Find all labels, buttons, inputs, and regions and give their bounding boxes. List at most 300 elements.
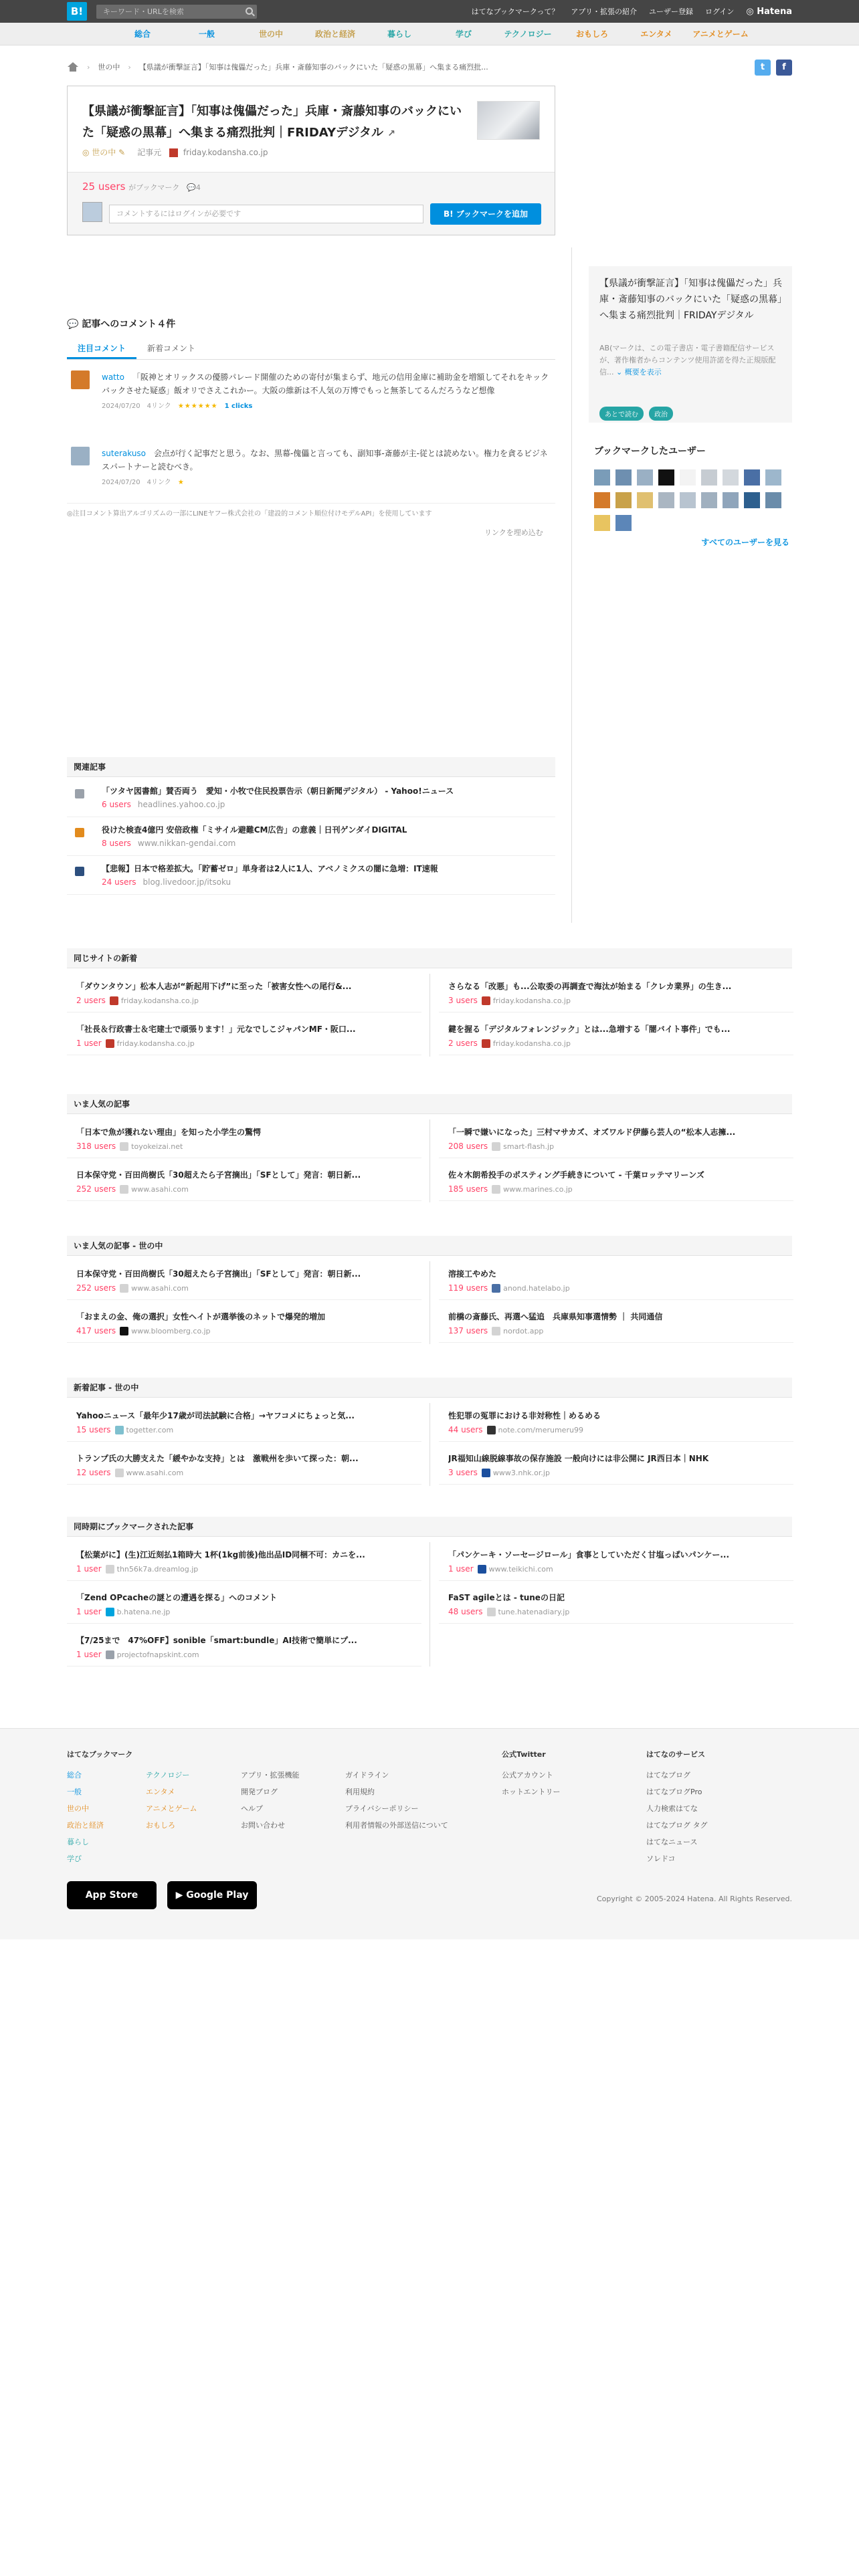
entry-source: [137, 146, 268, 158]
tag[interactable]: 政治: [649, 407, 673, 421]
article-item[interactable]: [67, 1629, 421, 1667]
category-tab[interactable]: 世の中: [258, 29, 283, 39]
related-domain[interactable]: headlines.yahoo.co.jp: [137, 800, 225, 809]
user-icon[interactable]: [594, 515, 610, 531]
article-item[interactable]: [439, 975, 793, 1012]
comment-tabs: [67, 338, 555, 360]
entry-source-domain[interactable]: friday.kodansha.co.jp: [183, 148, 268, 157]
article-title[interactable]: 「ダウンタウン」松本人志が“新起用下げ”に至った「被害女性への尾行&...: [76, 982, 352, 991]
site-favicon-icon: [75, 828, 84, 837]
apps-link[interactable]: アプリ・拡張の紹介: [571, 7, 637, 16]
related-title[interactable]: 「ツタヤ図書館」賛否両う 愛知・小牧で住民投票告示（朝日新聞デジタル） - Yahoo!ニュース: [102, 786, 454, 796]
article-users[interactable]: 137 users: [448, 1326, 488, 1335]
related-meta: [102, 800, 225, 809]
article-domain[interactable]: [487, 1426, 583, 1434]
article-meta: [448, 1039, 571, 1048]
user-icon[interactable]: [765, 492, 781, 508]
footer-link[interactable]: 利用者情報の外部送信について: [345, 1821, 448, 1830]
footer-link[interactable]: はてなニュース: [646, 1838, 698, 1846]
user-icon[interactable]: [680, 492, 696, 508]
footer-link[interactable]: はてなブログPro: [646, 1788, 702, 1796]
footer-link[interactable]: お問い合わせ: [241, 1821, 285, 1830]
footer-link[interactable]: ホットエントリー: [502, 1788, 561, 1796]
related-users[interactable]: 8 users: [102, 839, 131, 848]
related-item[interactable]: [67, 819, 555, 856]
article-item[interactable]: [67, 1404, 421, 1442]
article-title[interactable]: 日本保守党・百田尚樹氏「30超えたら子宮摘出」「SFとして」発言：朝日新...: [76, 1170, 361, 1180]
sidebar-entry-description: [599, 342, 783, 379]
footer-col-title: はてなブックマーク: [67, 1750, 133, 1759]
comment-date[interactable]: 2024/07/20: [102, 403, 140, 410]
category-tab[interactable]: アニメとゲーム: [692, 29, 749, 39]
show-summary-link[interactable]: ⌄ 概要を表示: [616, 368, 662, 377]
article-item[interactable]: [439, 1447, 793, 1485]
article-domain-text[interactable]: smart-flash.jp: [503, 1142, 555, 1151]
footer-link[interactable]: 総合: [67, 1771, 82, 1780]
article-domain[interactable]: [115, 1469, 184, 1477]
show-summary-text: 概要を表示: [624, 368, 662, 377]
article-item[interactable]: [439, 1543, 793, 1581]
sidebar-entry-title[interactable]: 【県議が衝撃証言】「知事は傀儡だった」兵庫・斎藤知事のバックにいた「疑惑の黒幕」へ集まる痛烈批判｜FRIDAYデジタル: [599, 278, 782, 321]
top-links: [472, 0, 792, 23]
article-title[interactable]: 佐々木朗希投手のポスティング手続きについて - 千葉ロッテマリーンズ: [448, 1170, 704, 1180]
article-meta: [76, 996, 199, 1005]
add-bookmark-button[interactable]: B! ブックマークを追加: [430, 203, 541, 225]
article-domain[interactable]: [482, 1469, 550, 1477]
category-tab[interactable]: 総合: [134, 29, 151, 39]
site-favicon-icon: [487, 1608, 496, 1616]
article-users[interactable]: 318 users: [76, 1142, 116, 1151]
article-domain[interactable]: [492, 1327, 543, 1335]
entry-users[interactable]: [82, 181, 201, 193]
footer-link[interactable]: ソレドコ: [646, 1854, 676, 1863]
user-icon[interactable]: [637, 492, 653, 508]
footer-col-bookmark-2: [146, 1767, 197, 1834]
hatena-logo-text: Hatena: [757, 6, 792, 17]
article-domain[interactable]: [120, 1142, 183, 1151]
article-title[interactable]: FaST agileとは - tuneの日記: [448, 1593, 565, 1602]
article-domain-text[interactable]: friday.kodansha.co.jp: [492, 996, 571, 1005]
article-title[interactable]: 前橋の斎藤氏、再選へ猛追 兵庫県知事選情勢 ｜ 共同通信: [448, 1312, 663, 1321]
category-tab[interactable]: 一般: [198, 29, 215, 39]
site-favicon-icon: [487, 1426, 496, 1434]
article-users[interactable]: 119 users: [448, 1283, 488, 1293]
related-users[interactable]: 6 users: [102, 800, 131, 809]
article-domain-text[interactable]: www.asahi.com: [131, 1283, 189, 1293]
bookmark-users-grid: [594, 469, 788, 531]
site-favicon-icon: [106, 1608, 114, 1616]
article-domain[interactable]: [492, 1284, 570, 1293]
article-item[interactable]: [67, 1121, 421, 1158]
category-nav: [0, 23, 859, 45]
article-meta: [76, 1650, 199, 1659]
article-domain-text[interactable]: www.teikichi.com: [488, 1564, 553, 1574]
article-domain-text[interactable]: tune.hatenadiary.jp: [498, 1607, 570, 1616]
article-users[interactable]: 2 users: [76, 996, 106, 1005]
footer-link[interactable]: はてなブログ タグ: [646, 1821, 708, 1830]
facebook-share-icon[interactable]: f: [776, 60, 792, 76]
article-meta: [76, 1184, 189, 1194]
article-item[interactable]: [67, 1305, 421, 1343]
section-title: いま人気の記事: [67, 1094, 792, 1114]
column-divider: [571, 247, 572, 923]
related-meta: [102, 839, 235, 848]
article-meta: [448, 1142, 554, 1151]
category-tab[interactable]: おもしろ: [575, 29, 608, 39]
article-meta: [448, 1425, 583, 1434]
user-icon[interactable]: [680, 469, 696, 486]
comment-info: [102, 400, 550, 413]
article-users[interactable]: 48 users: [448, 1607, 483, 1616]
article-domain-text[interactable]: note.com/merumeru99: [498, 1425, 583, 1434]
comments-heading: 💬 記事へのコメント４件: [67, 319, 176, 330]
article-domain-text[interactable]: toyokeizai.net: [131, 1142, 183, 1151]
see-all-users-link[interactable]: すべてのユーザーを見る: [701, 538, 789, 547]
category-tab[interactable]: 政治と経済: [314, 29, 355, 39]
site-favicon-icon: [482, 996, 490, 1005]
article-meta: [448, 1283, 570, 1293]
article-domain[interactable]: [120, 1327, 210, 1335]
footer-link[interactable]: はてなブログ: [646, 1771, 690, 1780]
entry-title[interactable]: [82, 101, 470, 144]
footer-col-title: 公式Twitter: [502, 1750, 546, 1759]
article-domain-text[interactable]: nordot.app: [503, 1326, 544, 1335]
copyright: Copyright © 2005-2024 Hatena. All Rights Reserved.: [596, 1895, 792, 1903]
article-title[interactable]: 「Zend OPcacheの謎との遭遇を探る」へのコメント: [76, 1593, 278, 1602]
twitter-share-icon[interactable]: t: [755, 60, 771, 76]
footer-link[interactable]: アプリ・拡張機能: [241, 1771, 300, 1780]
user-icon[interactable]: [594, 469, 610, 486]
comment-info: [102, 476, 550, 490]
footer: [0, 1728, 859, 1939]
article-domain[interactable]: [106, 1608, 171, 1616]
article-item[interactable]: [67, 1018, 421, 1055]
star-icon[interactable]: ★: [177, 479, 185, 486]
article-users[interactable]: 15 users: [76, 1425, 111, 1434]
article-domain[interactable]: [106, 1650, 199, 1659]
article-domain[interactable]: [120, 1284, 189, 1293]
tab-new-comments[interactable]: 新着コメント: [147, 344, 196, 353]
related-meta: [102, 877, 231, 887]
footer-link[interactable]: 利用規約: [345, 1788, 375, 1796]
article-item[interactable]: [67, 1543, 421, 1581]
entry-category[interactable]: ◎ 世の中 ✎: [82, 148, 126, 157]
user-icon[interactable]: [594, 492, 610, 508]
user-icon[interactable]: [701, 469, 717, 486]
user-icon[interactable]: [723, 492, 739, 508]
site-favicon-icon: [492, 1185, 500, 1194]
article-meta: [76, 1564, 198, 1574]
article-title[interactable]: 「一瞬で嫌いになった」三村マサカズ、オズワルド伊藤ら芸人の“松本人志擁...: [448, 1128, 736, 1137]
entry-box: [67, 86, 555, 235]
site-favicon-icon: [492, 1284, 500, 1293]
article-domain[interactable]: [106, 1039, 195, 1048]
article-domain-text[interactable]: anond.hatelabo.jp: [503, 1283, 570, 1293]
article-users[interactable]: 1 user: [76, 1564, 102, 1574]
related-title: 関連記事: [67, 757, 555, 777]
footer-link[interactable]: 一般: [67, 1788, 82, 1796]
comment-item: [67, 370, 555, 431]
article-domain-text[interactable]: projectofnapskint.com: [116, 1650, 199, 1659]
article-domain[interactable]: [492, 1185, 573, 1194]
breadcrumb-current: 【県議が衝撃証言】「知事は傀儡だった」兵庫・斎藤知事のバックにいた「疑惑の黒幕」へ集まる痛烈批...: [138, 63, 488, 72]
site-favicon-icon: [106, 1039, 114, 1048]
footer-link[interactable]: プライバシーポリシー: [345, 1804, 419, 1813]
star-icon[interactable]: ★★★★★★: [177, 403, 218, 410]
article-item[interactable]: [439, 1164, 793, 1201]
footer-link[interactable]: 暮らし: [67, 1838, 89, 1846]
article-domain-text[interactable]: www3.nhk.or.jp: [492, 1468, 550, 1477]
article-title[interactable]: 性犯罪の冤罪における非対称性｜めるめる: [448, 1411, 601, 1420]
sidebar-entry-summary: [589, 266, 792, 423]
article-users[interactable]: 1 user: [448, 1564, 474, 1574]
category-tab[interactable]: エンタメ: [640, 29, 672, 39]
site-favicon-icon: [478, 1565, 486, 1574]
google-play-label: Google Play: [186, 1890, 249, 1901]
article-title[interactable]: 溶接工やめた: [448, 1269, 497, 1279]
article-users[interactable]: 44 users: [448, 1425, 483, 1434]
site-favicon-icon: [75, 867, 84, 876]
site-favicon-icon: [120, 1142, 128, 1151]
article-domain[interactable]: [492, 1142, 554, 1151]
article-domain-text[interactable]: friday.kodansha.co.jp: [492, 1039, 571, 1048]
site-favicon-icon: [75, 789, 84, 798]
article-title[interactable]: 日本保守党・百田尚樹氏「30超えたら子宮摘出」「SFとして」発言：朝日新...: [76, 1269, 361, 1279]
footer-col-twitter: [502, 1746, 561, 1800]
related-title[interactable]: 役けた検査4億円 安倍政権「ミサイル避難CM広告」の意義｜日刊ゲンダイDIGITAL: [102, 825, 407, 835]
user-icon[interactable]: [658, 492, 674, 508]
article-domain[interactable]: [482, 1039, 571, 1048]
google-play-badge[interactable]: ▶ Google Play: [167, 1881, 257, 1909]
article-users[interactable]: 12 users: [76, 1468, 111, 1477]
user-icon[interactable]: [723, 469, 739, 486]
article-domain[interactable]: [106, 1565, 199, 1574]
site-favicon-icon: [492, 1142, 500, 1151]
category-tab[interactable]: テクノロジー: [504, 29, 552, 39]
category-tab[interactable]: 暮らし: [387, 29, 411, 39]
comment-links[interactable]: 4リンク: [147, 403, 171, 410]
article-title[interactable]: トランプ氏の大勝支えた「緩やかな支持」とは 激戦州を歩いて探った：朝...: [76, 1454, 359, 1463]
site-favicon-icon: [115, 1426, 124, 1434]
article-title[interactable]: 「パンケーキ・ソーセージロール」食事としていただく甘塩っぱいパンケー...: [448, 1550, 729, 1560]
user-icon[interactable]: [744, 469, 760, 486]
comments-heading-text: 記事へのコメント４件: [82, 319, 176, 330]
app-store-label: App Store: [85, 1890, 138, 1901]
comment-item: [67, 447, 555, 494]
article-users[interactable]: 1 user: [76, 1650, 102, 1659]
article-title[interactable]: Yahooニュース「最年少17歳が司法試験に合格」→ヤフコメにちょっと気...: [76, 1411, 355, 1420]
comment-text: 「阪神とオリックスの優勝パレード開催のための寄付が集まらず、地元の信用金庫に補助金を増額してそれをキックバックさせた疑惑」飯オリでさえこれかー。大阪の維新は不人気の万博でもっと無茶してるんだろうなど想像: [102, 372, 549, 395]
breadcrumb-category[interactable]: 世の中: [98, 63, 120, 72]
article-item[interactable]: [439, 1263, 793, 1300]
article-meta: [76, 1468, 183, 1477]
article-meta: [448, 996, 571, 1005]
article-item[interactable]: [67, 975, 421, 1012]
footer-link[interactable]: 政治と経済: [67, 1821, 104, 1830]
user-icon[interactable]: [615, 469, 632, 486]
article-domain[interactable]: [487, 1608, 570, 1616]
hatena-bookmark-logo[interactable]: B!: [67, 2, 87, 21]
external-link-icon[interactable]: ↗: [387, 128, 395, 139]
article-item[interactable]: [439, 1586, 793, 1624]
comment-user[interactable]: suterakuso: [102, 449, 147, 458]
article-title[interactable]: 「社長＆行政書士＆宅建士で頑張ります！」元なでしこジャパンMF・阪口...: [76, 1025, 356, 1034]
related-title[interactable]: 【悲報】日本で格差拡大。「貯蓄ゼロ」単身者は2人に1人、アベノミクスの闇に急増：IT速報: [102, 864, 438, 873]
article-domain-text[interactable]: friday.kodansha.co.jp: [120, 996, 199, 1005]
article-meta: [76, 1142, 183, 1151]
about-link[interactable]: はてなブックマークって？: [471, 7, 559, 16]
sidebar-tags: [599, 407, 673, 421]
related-item[interactable]: [67, 857, 555, 895]
article-meta: [448, 1468, 550, 1477]
article-item[interactable]: [67, 1263, 421, 1300]
article-domain-text[interactable]: togetter.com: [126, 1425, 174, 1434]
site-favicon-icon: [120, 1185, 128, 1194]
article-title[interactable]: さらなる「改悪」も...公取委の再調査で海汰が始まる「クレカ業界」の生き...: [448, 982, 732, 991]
footer-link[interactable]: 学び: [67, 1854, 82, 1863]
article-domain-text[interactable]: friday.kodansha.co.jp: [116, 1039, 195, 1048]
site-favicon-icon: [492, 1327, 500, 1335]
embed-link[interactable]: リンクを埋め込む: [484, 528, 543, 537]
comment-text: 会点が行く記事だと思う。なお、黒幕-傀儡と言っても、副知事-斎藤が主-従とは読めない。権力を貪るビジネスパートナーと読むべき。: [102, 449, 548, 471]
article-users[interactable]: 1 user: [76, 1039, 102, 1048]
footer-link[interactable]: ガイドライン: [345, 1771, 389, 1780]
article-title[interactable]: 鍵を握る「デジタルフォレンジック」とは...急増する「闇バイト事件」でも...: [448, 1025, 731, 1034]
comment-count: 💬4: [187, 183, 201, 192]
article-users[interactable]: 3 users: [448, 996, 478, 1005]
comment-date[interactable]: 2024/07/20: [102, 479, 140, 486]
related-domain[interactable]: blog.livedoor.jp/itsoku: [142, 877, 231, 887]
comment-clicks[interactable]: 1 clicks: [224, 403, 253, 410]
article-domain[interactable]: [478, 1565, 553, 1574]
user-icon[interactable]: [658, 469, 674, 486]
article-item[interactable]: [67, 1164, 421, 1201]
tab-featured-comments[interactable]: 注目コメント: [67, 338, 136, 359]
section-title: 新着記事 - 世の中: [67, 1378, 792, 1398]
user-icon[interactable]: [615, 515, 632, 531]
user-icon[interactable]: [615, 492, 632, 508]
breadcrumb-separator-icon: ›: [128, 62, 131, 72]
login-link[interactable]: ログイン: [704, 7, 735, 16]
article-item[interactable]: [439, 1121, 793, 1158]
footer-link[interactable]: アニメとゲーム: [146, 1804, 197, 1813]
share-buttons: [755, 60, 792, 76]
user-icon[interactable]: [765, 469, 781, 486]
footer-link[interactable]: 公式アカウント: [502, 1771, 553, 1780]
footer-link[interactable]: おもしろ: [146, 1821, 175, 1830]
user-avatar[interactable]: [71, 447, 90, 465]
site-favicon-icon: [115, 1469, 124, 1477]
category-tab[interactable]: 学び: [455, 29, 472, 39]
article-domain-text[interactable]: www.bloomberg.co.jp: [131, 1326, 211, 1335]
home-icon[interactable]: [67, 62, 79, 72]
article-meta: [76, 1425, 173, 1434]
user-icon[interactable]: [701, 492, 717, 508]
footer-col-legal: [345, 1767, 448, 1834]
search-placeholder: キーワード・URLを検索: [103, 7, 184, 16]
entry-bookmark-area: [68, 172, 555, 235]
article-domain[interactable]: [482, 996, 571, 1005]
article-users[interactable]: 185 users: [448, 1184, 488, 1194]
article-users[interactable]: 2 users: [448, 1039, 478, 1048]
user-avatar[interactable]: [71, 370, 90, 389]
signup-link[interactable]: ユーザー登録: [648, 7, 693, 16]
article-item[interactable]: [67, 1447, 421, 1485]
article-title[interactable]: 【7/25まで 47%OFF】sonible「smart:bundle」AI技術で簡単にプ...: [76, 1636, 357, 1645]
site-favicon-icon: [120, 1327, 128, 1335]
article-users[interactable]: 252 users: [76, 1283, 116, 1293]
article-users[interactable]: 252 users: [76, 1184, 116, 1194]
article-domain-text[interactable]: www.marines.co.jp: [503, 1184, 573, 1194]
tag[interactable]: あとで読む: [599, 407, 644, 421]
article-domain-text[interactable]: b.hatena.ne.jp: [116, 1607, 171, 1616]
article-item[interactable]: [439, 1404, 793, 1442]
article-domain-text[interactable]: thn56k7a.dreamlog.jp: [116, 1564, 199, 1574]
article-meta: [76, 1607, 170, 1616]
app-store-badge[interactable]: [67, 1881, 157, 1909]
comment-input[interactable]: コメントするにはログインが必要です: [109, 205, 423, 223]
entry-thumbnail[interactable]: [477, 101, 540, 140]
article-title[interactable]: 【松葉がに】(生)江近刻払1箱時大 1杯(1kg前後)他出品ID同梱不可：カニを...: [76, 1550, 365, 1560]
comment-user[interactable]: watto: [102, 372, 124, 382]
related-users[interactable]: 24 users: [102, 877, 136, 887]
footer-link[interactable]: ヘルプ: [241, 1804, 263, 1813]
article-users[interactable]: 1 user: [76, 1607, 102, 1616]
article-meta: [76, 1326, 211, 1335]
article-title[interactable]: 「日本で魚が獲れない理由」を知った小学生の驚愕: [76, 1128, 262, 1137]
footer-link[interactable]: エンタメ: [146, 1788, 175, 1796]
article-item[interactable]: [67, 1586, 421, 1624]
footer-link[interactable]: 世の中: [67, 1804, 89, 1813]
comment-body: [102, 370, 550, 413]
article-users[interactable]: 417 users: [76, 1326, 116, 1335]
top-bar: [0, 0, 859, 23]
comment-body: [102, 447, 550, 490]
comment-links[interactable]: 4リンク: [147, 479, 171, 486]
footer-col-title: はてなのサービス: [646, 1750, 705, 1759]
related-domain[interactable]: www.nikkan-gendai.com: [137, 839, 236, 848]
site-favicon-icon: [120, 1284, 128, 1293]
article-domain[interactable]: [110, 996, 199, 1005]
user-icon[interactable]: [637, 469, 653, 486]
article-users[interactable]: 3 users: [448, 1468, 478, 1477]
article-domain-text[interactable]: www.asahi.com: [131, 1184, 189, 1194]
user-icon[interactable]: [744, 492, 760, 508]
entry-title-text[interactable]: 【県議が衝撃証言】「知事は傀儡だった」兵庫・斎藤知事のバックにいた「疑惑の黒幕」へ集まる痛烈批判｜FRIDAYデジタル: [82, 104, 462, 140]
article-meta: [448, 1326, 543, 1335]
article-domain-text[interactable]: www.asahi.com: [126, 1468, 184, 1477]
article-item[interactable]: [439, 1305, 793, 1343]
footer-link[interactable]: 開発ブログ: [241, 1788, 278, 1796]
entry-category-text: 世の中: [92, 148, 116, 157]
article-title[interactable]: JR福知山線脱線事故の保存施設 一般向けには非公開に JR西日本｜NHK: [448, 1454, 709, 1463]
entry-users-count[interactable]: 25 users: [82, 181, 126, 193]
article-domain[interactable]: [120, 1185, 189, 1194]
entry-meta: [82, 146, 268, 158]
article-meta: [448, 1184, 573, 1194]
footer-link[interactable]: テクノロジー: [146, 1771, 190, 1780]
article-domain[interactable]: [115, 1426, 174, 1434]
search-icon[interactable]: [246, 7, 253, 15]
article-item[interactable]: [439, 1018, 793, 1055]
article-users[interactable]: 208 users: [448, 1142, 488, 1151]
search-input[interactable]: [96, 5, 257, 19]
footer-link[interactable]: 人力検索はてな: [646, 1804, 698, 1813]
site-favicon-icon: [106, 1565, 114, 1574]
related-item[interactable]: [67, 780, 555, 817]
article-title[interactable]: 「おまえの金、俺の選択」女性ヘイトが選挙後のネットで爆発的増加: [76, 1312, 326, 1321]
hatena-logo[interactable]: ◎ Hatena: [746, 6, 792, 17]
